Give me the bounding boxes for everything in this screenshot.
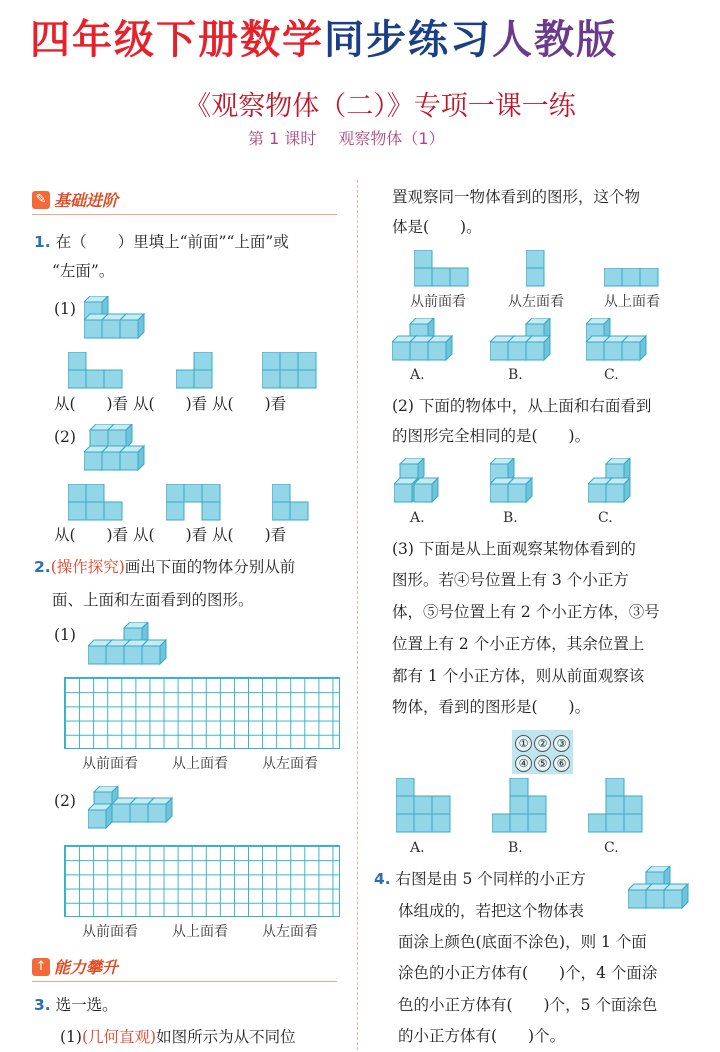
- q3-3-option-c-figure[interactable]: [588, 778, 648, 836]
- q3-2-option-a[interactable]: A.: [410, 510, 425, 526]
- q2-part2-label: (2): [54, 792, 76, 810]
- q1-text: 在（ ）里填上“前面”“上面”或: [55, 233, 289, 251]
- position-6: ⑥: [553, 755, 570, 772]
- q3-1-option-c-figure[interactable]: [586, 318, 654, 364]
- section-ability-header: [32, 955, 337, 982]
- q1-part2-label: (2): [54, 428, 76, 446]
- q2-text: 画出下面的物体分别从前: [124, 558, 296, 576]
- q2-caption-front-2: 从前面看: [82, 924, 138, 940]
- q2-caption-front-1: 从前面看: [82, 756, 138, 772]
- q2-figure2: [88, 786, 188, 834]
- q3-3-option-a[interactable]: A.: [410, 840, 425, 856]
- page-subtitle: 《观察物体（二）》专项一课一练: [184, 91, 576, 122]
- q3-3-option-b[interactable]: B.: [508, 840, 523, 856]
- q3-part3-line4: 位置上有 2 个小正方体，其余位置上: [392, 635, 645, 653]
- q3-part3-line2: 图形。若④号位置上有 3 个小正方: [392, 571, 629, 589]
- q2-drawing-grid-2[interactable]: [64, 845, 340, 917]
- q4-line1: [374, 864, 586, 894]
- q2-caption-top-1: 从上面看: [172, 756, 228, 772]
- position-grid-inner: [512, 730, 573, 774]
- q1-figure1: [84, 296, 154, 340]
- q2-figure1: [88, 622, 168, 666]
- q1-view2c: [272, 484, 312, 524]
- section-basic-label: 基础进阶: [54, 191, 119, 210]
- q3-part3-line6: 物体，看到的图形是( )。: [392, 698, 591, 716]
- q2-caption-left-1: 从左面看: [262, 756, 318, 772]
- q2-line1: [34, 552, 295, 582]
- q4-line5[interactable]: 色的小正方体有( )个，5 个面涂色: [398, 996, 658, 1014]
- q3-part1-text: 如图所示为从不同位: [156, 1028, 296, 1046]
- q1-view1b: [176, 352, 216, 392]
- q1-line1: [34, 227, 289, 257]
- q3-3-option-c[interactable]: C.: [604, 840, 619, 856]
- q3-1-option-b-figure[interactable]: [490, 318, 558, 364]
- section-ability-label: 能力攀升: [54, 958, 119, 977]
- q3-view-left: [526, 250, 546, 290]
- q4-line6[interactable]: 的小正方体有( )个。: [398, 1027, 566, 1045]
- banner-sync: 同步练习: [324, 17, 492, 63]
- position-4: ④: [515, 755, 532, 772]
- q3-1-option-a[interactable]: A.: [410, 367, 425, 383]
- q1-row2-answers[interactable]: 从( )看 从( )看 从( )看: [54, 526, 287, 544]
- q2-drawing-grid-1[interactable]: [64, 677, 340, 749]
- q3-part3-line3: 体，⑤号位置上有 2 个小正方体，③号: [392, 603, 660, 621]
- q3-1-option-c[interactable]: C.: [604, 367, 619, 383]
- q1-view2a: [68, 484, 128, 524]
- q2-caption-top-2: 从上面看: [172, 924, 228, 940]
- q4-line4[interactable]: 涂色的小正方体有( )个，4 个面涂: [398, 964, 658, 982]
- q3-1-option-b[interactable]: B.: [508, 367, 523, 383]
- q3-2-option-b[interactable]: B.: [503, 510, 518, 526]
- q2-line2: 面、上面和左面看到的图形。: [52, 591, 254, 609]
- q3-number: 3.: [34, 996, 51, 1014]
- section-basic-header: [32, 188, 337, 215]
- q3-part1-label: (1): [60, 1028, 82, 1046]
- q3-part2-line2: 的图形完全相同的是( )。: [392, 427, 591, 445]
- q3-2-option-c[interactable]: C.: [598, 510, 613, 526]
- q3-view-front: [414, 250, 474, 290]
- q4-line3: 面涂上颜色(底面不涂色)，则 1 个面: [398, 933, 647, 951]
- lesson-header: [248, 126, 445, 149]
- banner-edition: 人教版: [492, 17, 618, 63]
- q3-part1-line: [60, 1022, 296, 1052]
- q3-caption-left: 从左面看: [508, 294, 564, 310]
- q3-2-option-a-figure[interactable]: [394, 458, 444, 506]
- position-2: ②: [534, 735, 551, 752]
- q1-figure2: [84, 424, 158, 474]
- q1-view1c: [262, 352, 322, 392]
- q4-line2: 体组成的，若把这个物体表: [398, 902, 585, 920]
- q1-line2: “左面”。: [52, 262, 115, 280]
- q4-figure: [628, 866, 694, 914]
- q2-caption-left-2: 从左面看: [262, 924, 318, 940]
- q3-part3-line1: (3) 下面是从上面观察某物体看到的: [392, 540, 636, 558]
- lesson-period: 第 1 课时: [248, 129, 317, 148]
- position-1: ①: [515, 735, 532, 752]
- position-5: ⑤: [534, 755, 551, 772]
- position-grid: [512, 730, 573, 774]
- q3-view-top: [604, 268, 664, 290]
- q1-part1-label: (1): [54, 300, 76, 318]
- q3-part1-cont1: 置观察同一物体看到的图形，这个物: [392, 188, 641, 206]
- q2-number: 2.: [34, 558, 51, 576]
- q2-part1-label: (1): [54, 626, 76, 644]
- q1-view2b: [166, 484, 226, 524]
- q3-part2-line1: (2) 下面的物体中，从上面和右面看到: [392, 397, 652, 415]
- lesson-topic: 观察物体（1）: [338, 129, 445, 148]
- q3-caption-top: 从上面看: [604, 294, 660, 310]
- climb-icon: ↑: [32, 958, 50, 976]
- pencil-icon: ✎: [32, 191, 50, 209]
- q3-caption-front: 从前面看: [410, 294, 466, 310]
- q3-part1-cont2: 体是( )。: [392, 218, 482, 236]
- q3-3-option-b-figure[interactable]: [492, 778, 552, 836]
- column-divider: [357, 180, 358, 1050]
- q3-part1-tag: (几何直观): [81, 1028, 157, 1046]
- q4-text-a: 右图是由 5 个同样的小正方: [395, 870, 586, 888]
- banner-grade: 四年级下册数学: [30, 17, 324, 63]
- q1-number: 1.: [34, 233, 51, 251]
- q3-2-option-b-figure[interactable]: [490, 458, 540, 506]
- q1-view1a: [68, 352, 128, 392]
- q3-2-option-c-figure[interactable]: [588, 458, 638, 506]
- q2-tag: (操作探究): [50, 558, 125, 576]
- q3-title: 选一选。: [55, 996, 118, 1014]
- q3-title-line: [34, 990, 118, 1020]
- page-banner: [0, 8, 720, 66]
- q3-part3-line5: 都有 1 个小正方体，则从前面观察该: [392, 667, 645, 685]
- q4-number: 4.: [374, 870, 391, 888]
- q1-row1-answers[interactable]: 从( )看 从( )看 从( )看: [54, 395, 287, 413]
- q3-3-option-a-figure[interactable]: [396, 778, 456, 836]
- q3-1-option-a-figure[interactable]: [392, 318, 460, 364]
- position-3: ③: [553, 735, 570, 752]
